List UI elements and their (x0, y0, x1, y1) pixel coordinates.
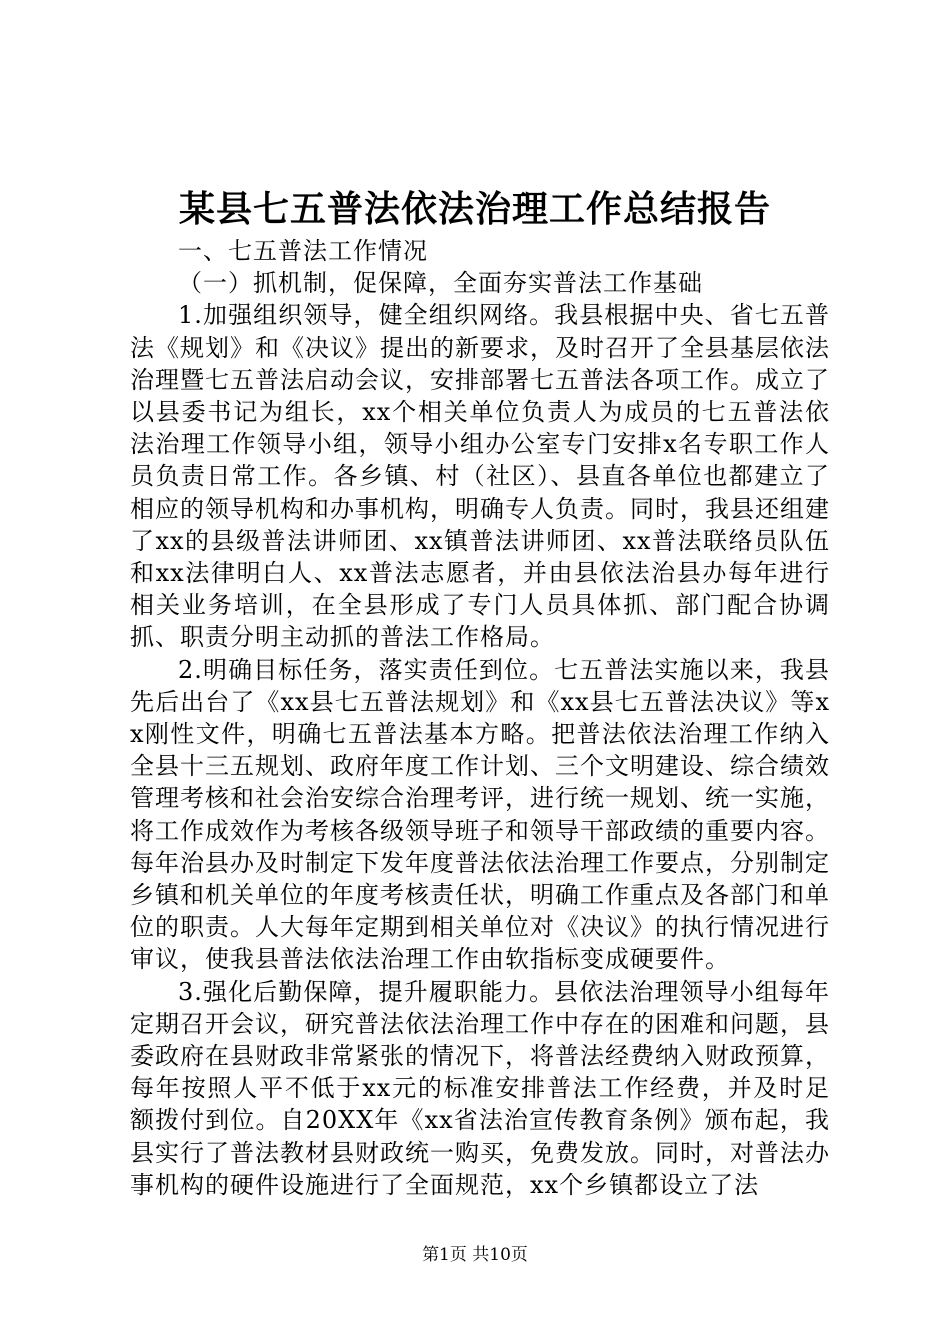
document-title: 某县七五普法依法治理工作总结报告 (178, 188, 771, 230)
subsection-heading: （一）抓机制，促保障，全面夯实普法工作基础 (178, 269, 703, 298)
paragraph-1: 1.加强组织领导，健全组织网络。我县根据中央、省七五普法《规划》和《决议》提出的新要求，及时召开了全县基层依法治理暨七五普法启动会议，安排部署七五普法各项工作。成立了以县委书记为组长，xx个相关单位负责人为成员的七五普法依法治理工作领导小组，领导小组办公室专门安排x名专职工作人员负责日常工作。各乡镇、村（社区）、县直各单位也都建立了相应的领导机构和办事机构，明确专人负责。同时，我县还组建了xx的县级普法讲师团、xx镇普法讲师团、xx普法联络员队伍和xx法律明白人、xx普法志愿者，并由县依法治县办每年进行相关业务培训，在全县形成了专门人员具体抓、部门配合协调抓、职责分明主动抓的普法工作格局。 (130, 301, 830, 652)
page-footer: 第1页 共10页 (422, 1245, 528, 1265)
paragraph-3: 3.强化后勤保障，提升履职能力。县依法治理领导小组每年定期召开会议，研究普法依法治理工作中存在的困难和问题，县委政府在县财政非常紧张的情况下，将普法经费纳入财政预算，每年按照人平不低于xx元的标准安排普法工作经费，并及时足额拨付到位。自20XX年《xx省法治宣传教育条例》颁布起，我县实行了普法教材县财政统一购买，免费发放。同时，对普法办事机构的硬件设施进行了全面规范，xx个乡镇都设立了法 (130, 977, 830, 1199)
paragraph-2: 2.明确目标任务，落实责任到位。七五普法实施以来，我县先后出台了《xx县七五普法规划》和《xx县七五普法决议》等xx刚性文件，明确七五普法基本方略。把普法依法治理工作纳入全县十三五规划、政府年度工作计划、三个文明建设、综合绩效管理考核和社会治安综合治理考评，进行统一规划、统一实施，将工作成效作为考核各级领导班子和领导干部政绩的重要内容。每年治县办及时制定下发年度普法依法治理工作要点，分别制定乡镇和机关单位的年度考核责任状，明确工作重点及各部门和单位的职责。人大每年定期到相关单位对《决议》的执行情况进行审议，使我县普法依法治理工作由软指标变成硬要件。 (130, 655, 830, 974)
section-heading: 一、七五普法工作情况 (178, 237, 428, 265)
document-body (130, 235, 830, 1201)
